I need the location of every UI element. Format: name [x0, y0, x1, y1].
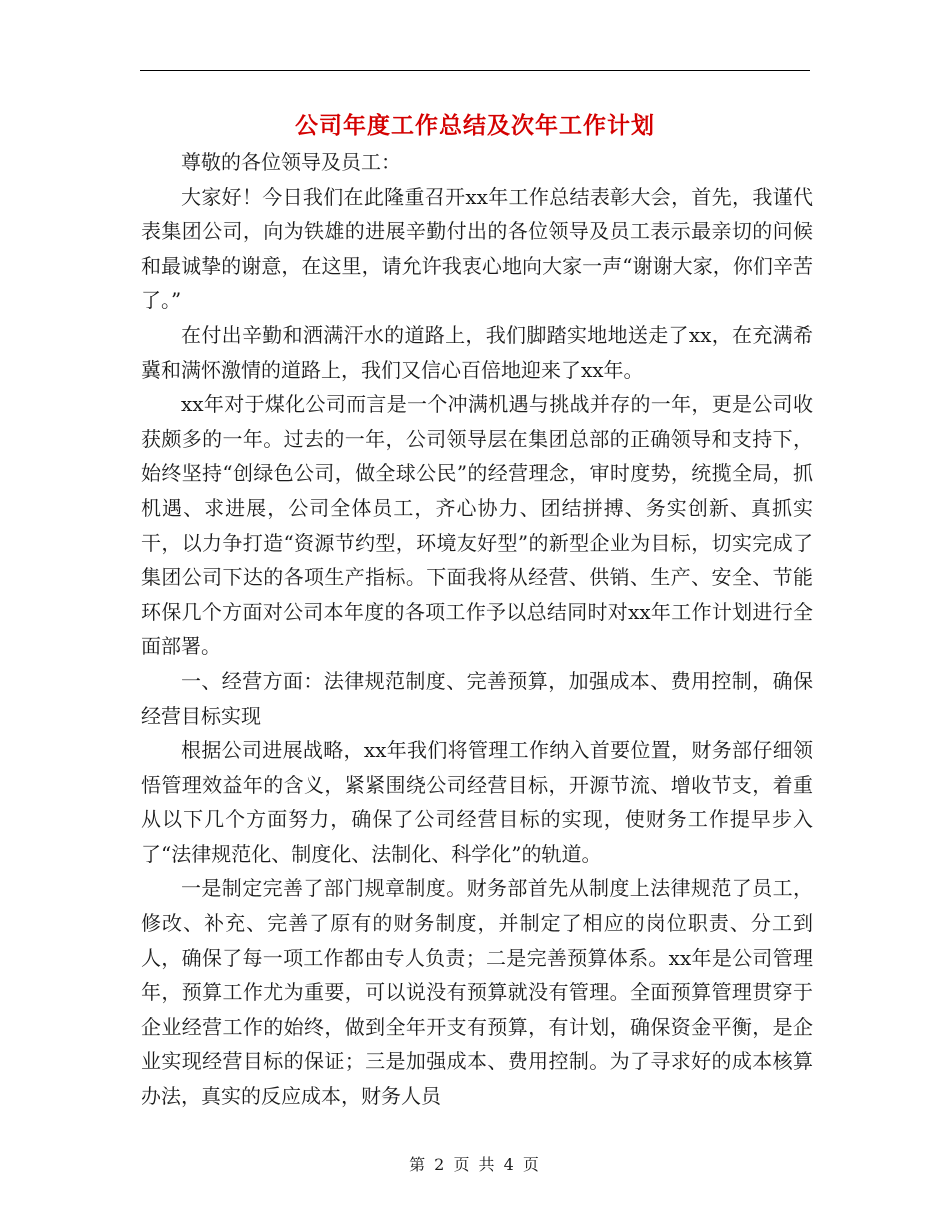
page-number-footer: 第 2 页 共 4 页: [409, 1155, 541, 1174]
document-body: [141, 145, 813, 1114]
body-paragraph: 大家好！今日我们在此隆重召开xx年工作总结表彰大会，首先，我谨代表集团公司，向为铁雄的进展辛勤付出的各位领导及员工表示最亲切的问候和最诚挚的谢意，在这里，请允许我衷心地向大家一声“谢谢大家，你们辛苦了。”: [141, 184, 813, 313]
header-rule: [140, 70, 810, 71]
body-paragraph: 在付出辛勤和洒满汗水的道路上，我们脚踏实地地送走了xx，在充满希冀和满怀激情的道路上，我们又信心百倍地迎来了xx年。: [141, 322, 813, 382]
body-paragraph: 一是制定完善了部门规章制度。财务部首先从制度上法律规范了员工，修改、补充、完善了原有的财务制度，并制定了相应的岗位职责、分工到人，确保了每一项工作都由专人负责；二是完善预算体系。xx年是公司管理年，预算工作尤为重要，可以说没有预算就没有管理。全面预算管理贯穿于企业经营工作的始终，做到全年开支有预算，有计划，确保资金平衡，是企业实现经营目标的保证；三是加强成本、费用控制。为了寻求好的成本核算办法，真实的反应成本，财务人员: [141, 876, 813, 1109]
document-title: 公司年度工作总结及次年工作计划: [295, 112, 655, 139]
salutation-paragraph: 尊敬的各位领导及员工：: [181, 150, 401, 174]
section-heading: 一、经营方面：法律规范制度、完善预算，加强成本、费用控制，确保经营目标实现: [141, 668, 813, 728]
body-paragraph: 根据公司进展战略，xx年我们将管理工作纳入首要位置，财务部仔细领悟管理效益年的含义，紧紧围绕公司经营目标，开源节流、增收节支，着重从以下几个方面努力，确保了公司经营目标的实现，使财务工作提早步入了“法律规范化、制度化、法制化、科学化”的轨道。: [141, 738, 813, 866]
body-paragraph: xx年对于煤化公司而言是一个冲满机遇与挑战并存的一年，更是公司收获颇多的一年。过去的一年，公司领导层在集团总部的正确领导和支持下，始终坚持“创绿色公司，做全球公民”的经营理念，审时度势，统揽全局，抓机遇、求进展，公司全体员工，齐心协力、团结拼搏、务实创新、真抓实干，以力争打造“资源节约型，环境友好型”的新型企业为目标，切实完成了集团公司下达的各项生产指标。下面我将从经营、供销、生产、安全、节能环保几个方面对公司本年度的各项工作予以总结同时对xx年工作计划进行全面部署。: [141, 392, 813, 659]
